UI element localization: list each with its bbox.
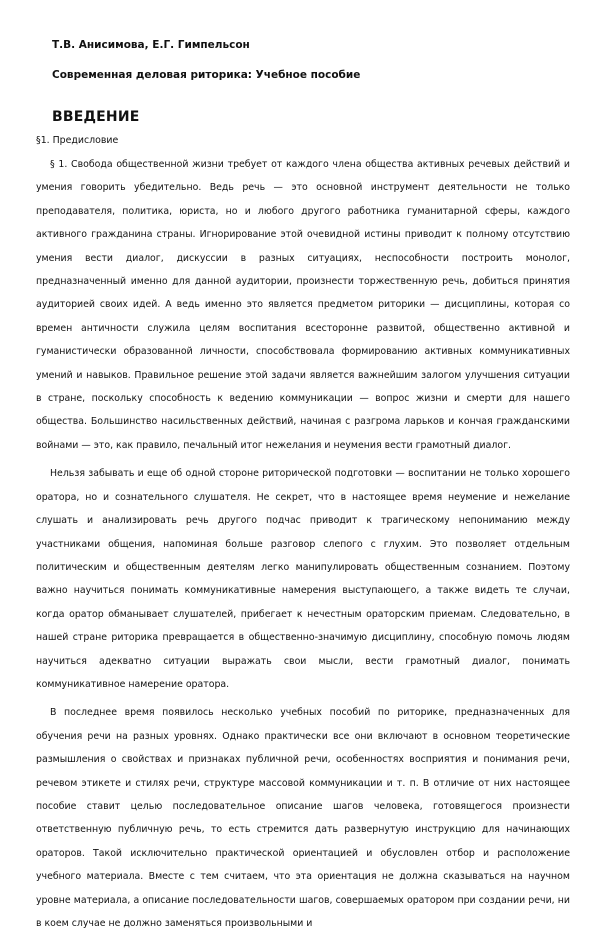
book-title: Современная деловая риторика: Учебное пособие bbox=[52, 69, 361, 81]
body-paragraph-3: В последнее время появилось несколько учебных пособий по риторике, предназначенных для обучения речи на разных уровнях. Однако практически все они включают в основном теоретические размышления о свойствах и признаках публичной речи, особенностях восприятия и понимания речи, речевом этикете и стилях речи, структуре массовой коммуникации и т. п. В отличие от них настоящее пособие ставит целью последовательное описание шагов человека, готовящегося произнести ответственную публичную речь, то есть стремится дать развернутую инструкцию для начинающих ораторов. Такой исключительно практической ориентацией и обусловлен отбор и расположение учебного материала. Вместе с тем считаем, что эта ориентация не должна сказываться на научном уровне материала, а описание последовательности шагов, совершаемых оратором при создании речи, ни в коем случае не должно заменяться произвольными и bbox=[36, 707, 570, 929]
author-line: Т.В. Анисимова, Е.Г. Гимпельсон bbox=[52, 39, 250, 51]
chapter-heading: ВВЕДЕНИЕ bbox=[52, 109, 140, 125]
body-paragraph-1: § 1. Свобода общественной жизни требует от каждого члена общества активных речевых действий и умения говорить убедительно. Ведь речь — это основной инструмент деятельности не только преподавателя, политика, юриста, но и любого другого работника гуманитарной сферы, каждого активного гражданина страны. Игнорирование этой очевидной истины приводит к полному отсутствию умения вести диалог, дискуссии в разных ситуациях, неспособности построить монолог, предназначенный именно для данной аудитории, произнести торжественную речь, добиться принятия аудиторией своих идей. А ведь именно это является предметом риторики — дисциплины, которая со времен античности служила целям воспитания всесторонне развитой, общественно активной и гуманистически образованной личности, способствовала формированию активных коммуникативных умений и навыков. Правильное решение этой задачи является важнейшим залогом улучшения ситуации в стране, поскольку способность к ведению коммуникации — вопрос жизни и смерти для нашего общества. Большинство насильственных действий, начиная с разгрома ларьков и кончая гражданскими войнами — это, как правило, печальный итог нежелания и неумения вести грамотный диалог. bbox=[36, 159, 570, 451]
body-paragraph-2: Нельзя забывать и еще об одной стороне риторической подготовки — воспитании не только хорошего оратора, но и сознательного слушателя. Не секрет, что в настоящее время неумение и нежелание слушать и анализировать речь другого подчас приводит к трагическому непониманию между участниками общения, напоминая больше разговор слепого с глухим. Это позволяет отдельным политическим и общественным деятелям легко манипулировать общественным сознанием. Поэтому важно научиться понимать коммуникативные намерения выступающего, а также видеть те случаи, когда оратор обманывает слушателей, прибегает к нечестным ораторским приемам. Следовательно, в нашей стране риторика превращается в общественно-значимую дисциплину, способную помочь людям научиться адекватно ситуации выражать свои мысли, вести грамотный диалог, понимать коммуникативное намерение оратора. bbox=[36, 468, 570, 690]
section-label: §1. Предисловие bbox=[36, 135, 119, 146]
